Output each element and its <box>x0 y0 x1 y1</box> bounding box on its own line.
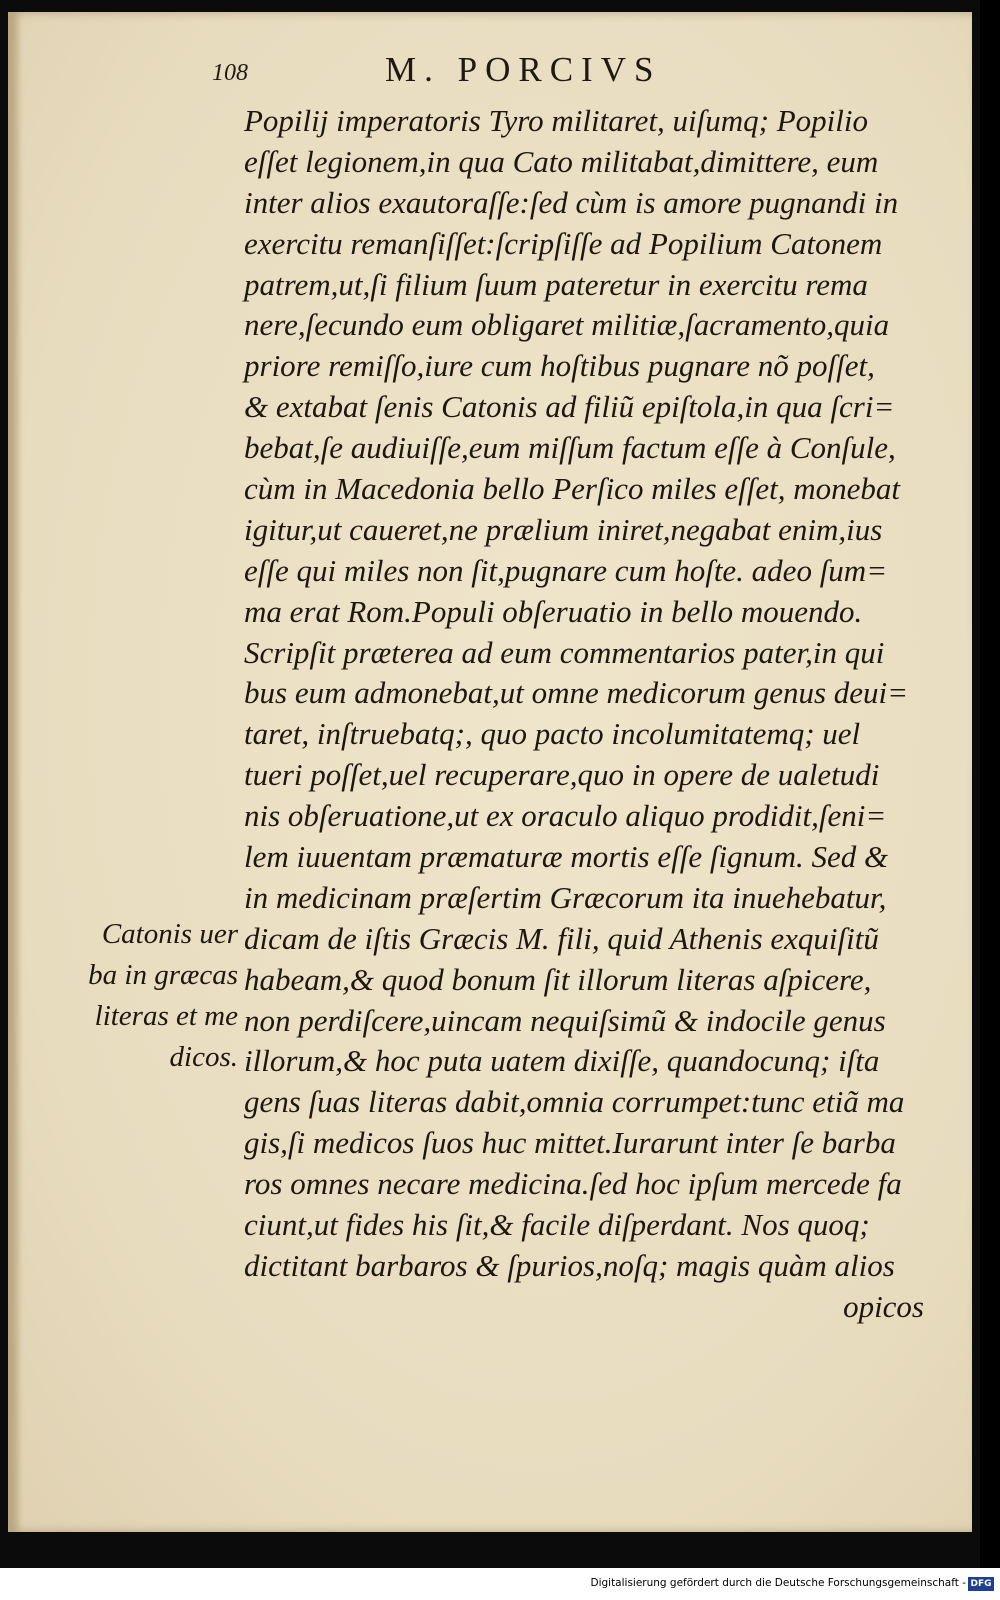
text-line: nis obſeruatione,ut ex oraculo aliquo prodidit,ſeni= <box>244 798 887 834</box>
running-head: M. PORCIVS <box>385 50 662 89</box>
text-line: Scripſit præterea ad eum commentarios pater,in qui <box>244 634 885 670</box>
text-line: ma erat Rom.Populi obſeruatio in bello mouendo. <box>244 593 863 629</box>
funding-credit: Digitalisierung gefördert durch die Deutsche Forschungsgemeinschaft - <box>590 1577 966 1589</box>
text-line: gis,ſi medicos ſuos huc mittet.Iurarunt inter ſe barba <box>244 1125 896 1161</box>
main-text-block <box>244 101 924 1328</box>
marginal-note-line: ba in græcas <box>88 959 238 991</box>
text-line: bus eum admonebat,ut omne medicorum genus deui= <box>244 675 909 711</box>
digitization-footer <box>0 1568 1000 1600</box>
text-line: dictitant barbaros & ſpurios,noſq; magis quàm alios <box>244 1247 895 1283</box>
text-line: priore remiſſo,iure cum hoſtibus pugnare nõ poſſet, <box>244 348 875 384</box>
text-line: habeam,& quod bonum ſit illorum literas aſpicere, <box>244 961 872 997</box>
catchword: opicos <box>843 1288 924 1324</box>
page-gutter-shadow <box>8 12 22 1532</box>
page-number: 108 <box>212 60 248 86</box>
text-line: eſſet legionem,in qua Cato militabat,dimittere, eum <box>244 143 879 179</box>
text-line: lem iuuentam præmaturæ mortis eſſe ſignum. Sed & <box>244 839 889 875</box>
text-line: bebat,ſe audiuiſſe,eum miſſum factum eſſe à Conſule, <box>244 430 896 466</box>
marginal-note-line: dicos. <box>169 1041 238 1073</box>
text-line: ciunt,ut fides his ſit,& facile diſperdant. Nos quoq; <box>244 1207 870 1243</box>
text-line: inter alios exautoraſſe:ſed cùm is amore pugnandi in <box>244 184 899 220</box>
text-line: cùm in Macedonia bello Perſico miles eſſet, monebat <box>244 471 900 507</box>
text-line: dicam de iſtis Græcis M. fili, quid Athenis exquiſitũ <box>244 920 879 956</box>
text-line: exercitu remanſiſſet:ſcripſiſſe ad Popilium Catonem <box>244 225 883 261</box>
text-line: Popilij imperatoris Tyro militaret, uiſumq; Popilio <box>244 103 869 138</box>
text-line: tueri poſſet,uel recuperare,quo in opere de ualetudi <box>244 757 880 793</box>
text-line: gens ſuas literas dabit,omnia corrumpet:tunc etiã ma <box>244 1084 905 1120</box>
text-line: eſſe qui miles non ſit,pugnare cum hoſte. adeo ſum= <box>244 552 888 588</box>
text-line: ros omnes necare medicina.ſed hoc ipſum mercede fa <box>244 1166 902 1202</box>
page-header <box>0 50 980 100</box>
marginal-note <box>60 914 238 1078</box>
text-line: igitur,ut caueret,ne prælium iniret,negabat enim,ius <box>244 511 883 547</box>
text-line: taret, inſtruebatq;, quo pacto incolumitatemq; uel <box>244 716 861 752</box>
marginal-note-line: literas et me <box>94 1000 238 1032</box>
text-line: illorum,& hoc puta uatem dixiſſe, quandocunq; iſta <box>244 1043 880 1079</box>
text-line: & extabat ſenis Catonis ad filiũ epiſtola,in qua ſcri= <box>244 389 895 425</box>
marginal-note-line: Catonis uer <box>101 918 238 950</box>
text-line: nere,ſecundo eum obligaret militiæ,ſacramento,quia <box>244 307 890 343</box>
text-line: patrem,ut,ſi filium ſuum pateretur in exercitu rema <box>244 266 868 302</box>
text-line: in medicinam præſertim Græcorum ita inuehebatur, <box>244 879 887 915</box>
dfg-logo-icon: DFG <box>968 1577 994 1591</box>
text-line: non perdiſcere,uincam nequiſsimũ & indocile genus <box>244 1002 886 1038</box>
